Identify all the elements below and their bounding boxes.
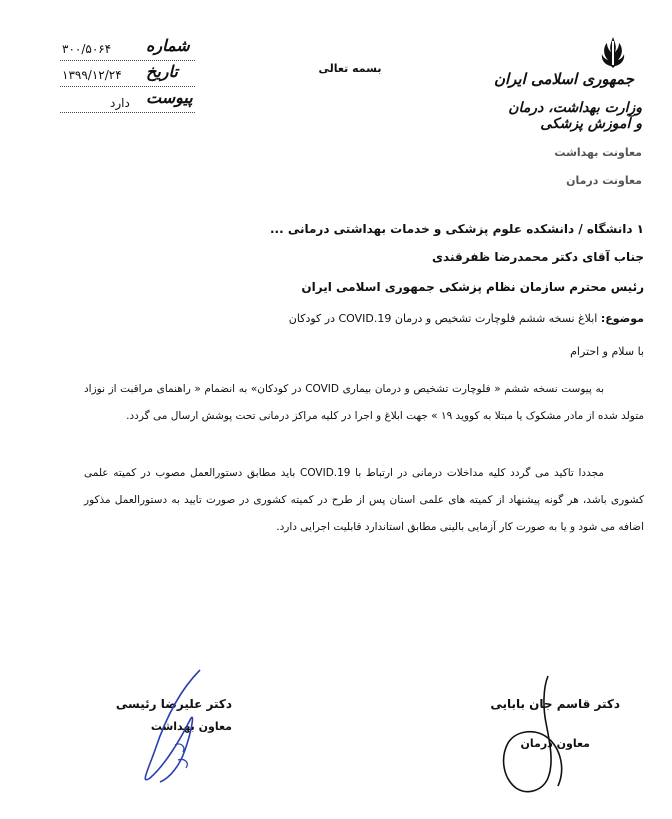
deputy-treatment-header: معاونت درمان — [566, 174, 642, 187]
attachment-label: پیوست — [146, 88, 193, 107]
republic-title: جمهوری اسلامی ایران — [493, 70, 634, 88]
bismillah: بسمه تعالی — [318, 62, 382, 75]
left-signatory-name: دکتر علیرضا رئیسی — [115, 697, 232, 711]
body-paragraph-2: مجددا تاکید می گردد کلیه مداخلات درمانی در ارتباط با COVID.19 باید مطابق دستورالعمل مصوب در کمیته علمی کشوری باشد، هر گونه پیشنهاد از کمیته های علمی استان پس از طرح در کمیته کشوری در صورت تایید به دستورالعمل مذکور اضافه می شود و یا به صورت کار آزمایی بالینی مطابق استاندارد قابلیت اجرایی دارد. — [84, 467, 644, 533]
right-signatory-title: معاون درمان — [520, 737, 590, 750]
right-signatory-name: دکتر قاسم جان بابایی — [490, 697, 620, 711]
subject-line — [124, 312, 644, 325]
iran-emblem-icon — [598, 35, 628, 69]
deputy-health-header: معاونت بهداشت — [554, 146, 642, 159]
subject-label: موضوع: — [600, 312, 644, 325]
left-handwritten-signature — [120, 660, 230, 790]
letter-number: ۳۰۰/۵۰۶۴ — [62, 42, 112, 56]
attachment-value: دارد — [110, 96, 130, 110]
date-label: تاریخ — [146, 62, 178, 81]
recipient-3: رئیس محترم سازمان نظام پزشکی جمهوری اسلامی ایران — [301, 280, 644, 294]
letter-date: ۱۳۹۹/۱۲/۲۴ — [62, 68, 122, 82]
recipient-1: ۱ دانشگاه / دانشکده علوم پزشکی و خدمات بهداشتی درمانی ... — [269, 222, 644, 236]
subject-text: ابلاغ نسخه ششم فلوچارت تشخیص و درمان COVID.19 در کودکان — [288, 312, 598, 325]
recipient-2: جناب آقای دکتر محمدرضا ظفرقندی — [432, 250, 644, 264]
left-signatory-title: معاون بهداشت — [150, 720, 232, 733]
right-handwritten-signature — [488, 668, 598, 808]
greeting: با سلام و احترام — [570, 345, 644, 358]
number-label: شماره — [146, 36, 190, 55]
ministry-title: وزارت بهداشت، درمان و آموزش پزشکی — [508, 100, 642, 133]
body-paragraph-1: به پیوست نسخه ششم « فلوچارت تشخیص و درمان بیماری COVID در کودکان» به انضمام « راهنمای مراقبت از نوزاد متولد شده از مادر مشکوک یا مبتلا به کووید ۱۹ » جهت ابلاغ و اجرا در کلیه مراکز درمانی تحت پوشش ارسال می گردد. — [84, 383, 644, 422]
